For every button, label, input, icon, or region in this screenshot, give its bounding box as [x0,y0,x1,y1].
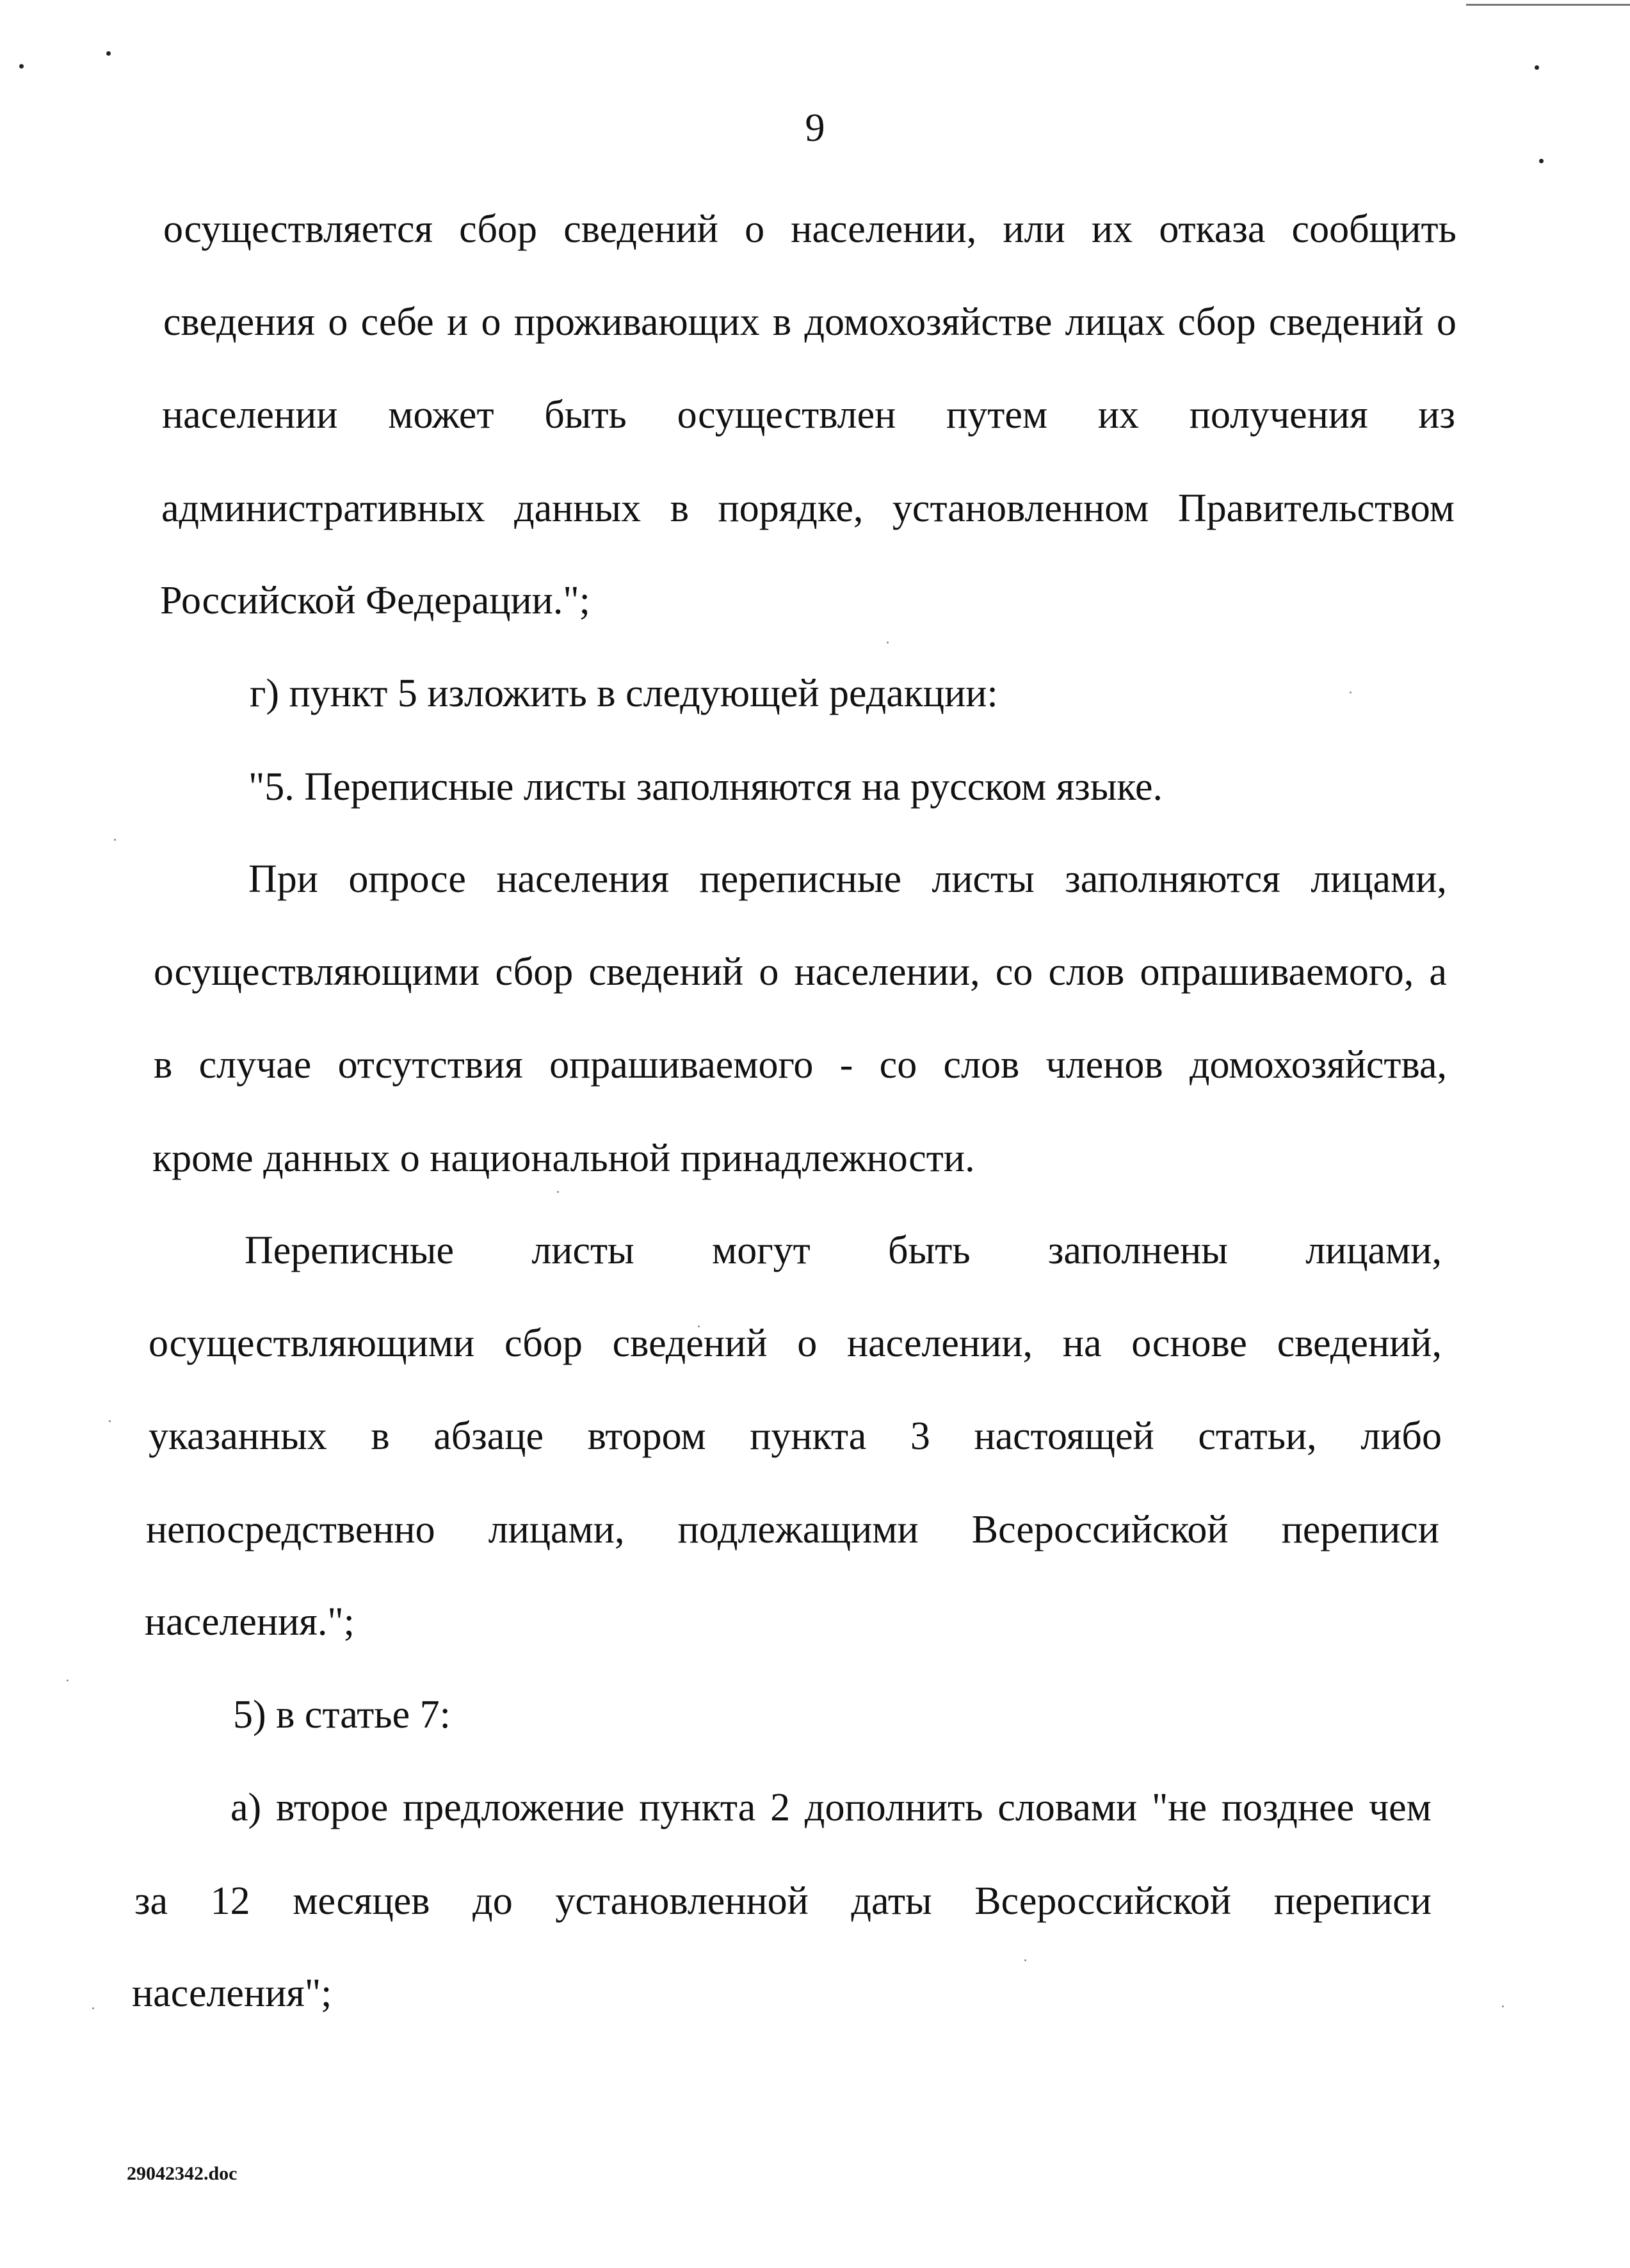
word: позднее [1221,1786,1355,1829]
scan-speck [557,1191,559,1193]
scan-speck [114,839,116,841]
word: их [1097,393,1139,437]
word: сведения [163,300,316,344]
document-file-code: 29042342.doc [127,2163,238,2184]
word: сбор [495,950,574,994]
word: сбор [504,1322,583,1365]
word: до [472,1879,513,1923]
scan-speck [67,1680,69,1681]
word: лицами, [1311,857,1447,901]
text-line [248,854,1447,905]
word: данных [514,487,642,530]
word: в [772,300,792,344]
word: 2 [770,1786,791,1829]
word: населении, [846,1322,1033,1365]
word: домохозяйства, [1190,1043,1447,1087]
word: а) [230,1786,262,1829]
scan-speck [1024,1959,1026,1961]
word: сбор [459,207,537,251]
text-line [149,1318,1442,1369]
word: пункта [639,1786,756,1829]
word: "не [1152,1786,1207,1829]
word: заполнены [1047,1229,1228,1272]
word: пункта [750,1414,867,1458]
word: о [745,207,765,251]
word: быть [544,393,627,437]
word: переписи [1281,1508,1439,1551]
word: о [759,950,779,994]
word: осуществляющими [154,950,480,994]
word: При [248,857,318,901]
text-line: населения."; [145,1600,355,1644]
text-line [154,1039,1447,1090]
word: о [1436,300,1457,344]
text-line [146,1504,1439,1555]
text-line [161,483,1455,534]
scan-speck [92,2007,94,2009]
word: сведений [1268,300,1424,344]
word: опрашиваемого [549,1043,814,1087]
scan-speck [887,642,889,644]
word: путем [946,393,1048,437]
word: о [797,1322,818,1365]
text-line [163,296,1457,348]
word: второе [276,1786,389,1829]
word: из [1418,393,1455,437]
word: Переписные [245,1229,455,1272]
word: себе [360,300,434,344]
text-line [162,389,1455,441]
scan-speck [1539,159,1544,163]
word: листы [932,857,1035,901]
text-line [245,1225,1442,1276]
word: населении, [794,950,980,994]
word: получения [1189,393,1368,437]
scan-speck [1350,692,1352,693]
word: членов [1045,1043,1163,1087]
word: предложение [403,1786,625,1829]
word: осуществлен [677,393,896,437]
word: а [1429,950,1447,994]
word: месяцев [293,1879,430,1923]
word: непосредственно [146,1508,435,1551]
word: за [134,1879,168,1923]
text-line: Российской Федерации."; [160,579,590,622]
word: о [328,300,348,344]
text-line: кроме данных о национальной принадлежности. [152,1137,975,1180]
word: сведений [612,1322,768,1365]
word: Всероссийской [971,1508,1229,1551]
word: словами [997,1786,1138,1829]
word: указанных [149,1414,327,1458]
word: порядке, [718,487,864,530]
word: со [995,950,1033,994]
word: абзаце [433,1414,544,1458]
word: сведений [563,207,718,251]
text-line: г) пункт 5 изложить в следующей редакции: [250,672,998,715]
word: втором [587,1414,706,1458]
word: населении [162,393,338,437]
word: заполняются [1065,857,1280,901]
word: населения [496,857,670,901]
word: может [388,393,494,437]
scan-speck [109,1420,111,1422]
word: основе [1131,1322,1247,1365]
word: сбор [1177,300,1256,344]
word: сведений, [1277,1322,1442,1365]
word: и [446,300,469,344]
word: даты [851,1879,932,1923]
text-line: 5) в статье 7: [233,1693,451,1737]
word: населении, [791,207,977,251]
word: домохозяйстве [804,300,1053,344]
word: Правительством [1177,487,1455,530]
word: или [1003,207,1065,251]
word: дополнить [804,1786,983,1829]
word: административных [161,487,485,530]
word: настоящей [974,1414,1154,1458]
word: осуществляется [163,207,433,251]
word: слов [1048,950,1125,994]
word: подлежащими [677,1508,919,1551]
word: опрашиваемого, [1140,950,1414,994]
scan-speck [1535,65,1539,70]
scan-speck [19,64,24,69]
word: со [879,1043,917,1087]
word: о [481,300,501,344]
word: статьи, [1198,1414,1317,1458]
word: лицами, [488,1508,625,1551]
word: могут [712,1229,811,1272]
text-line: населения"; [132,1972,332,2015]
word: 12 [210,1879,250,1923]
word: их [1091,207,1133,251]
word: сообщить [1291,207,1457,251]
word: в [154,1043,173,1087]
word: установленной [555,1879,809,1923]
word: переписные [699,857,901,901]
word: листы [531,1229,634,1272]
text-line [149,1411,1442,1462]
word: случае [198,1043,312,1087]
text-line [163,204,1457,255]
word: сведений [588,950,744,994]
word: либо [1360,1414,1442,1458]
word: отсутствия [337,1043,523,1087]
word: в [371,1414,390,1458]
scan-edge-rule [1466,4,1630,6]
word: лицами, [1305,1229,1442,1272]
word: установленном [892,487,1149,530]
word: опросе [348,857,466,901]
text-line [134,1875,1432,1927]
text-line [154,946,1447,998]
word: на [1062,1322,1102,1365]
word: переписи [1273,1879,1432,1923]
word: в [670,487,689,530]
word: - [839,1043,853,1087]
word: Всероссийской [974,1879,1232,1923]
word: проживающих [513,300,760,344]
word: отказа [1159,207,1266,251]
text-line: "5. Переписные листы заполняются на русском языке. [248,765,1163,809]
word: 3 [910,1414,930,1458]
page-number: 9 [805,106,825,150]
word: чем [1368,1786,1432,1829]
word: быть [888,1229,971,1272]
word: лицах [1065,300,1165,344]
text-line [230,1782,1432,1833]
scan-speck [1502,2005,1504,2007]
scan-speck [106,51,111,56]
word: слов [943,1043,1020,1087]
word: осуществляющими [149,1322,475,1365]
